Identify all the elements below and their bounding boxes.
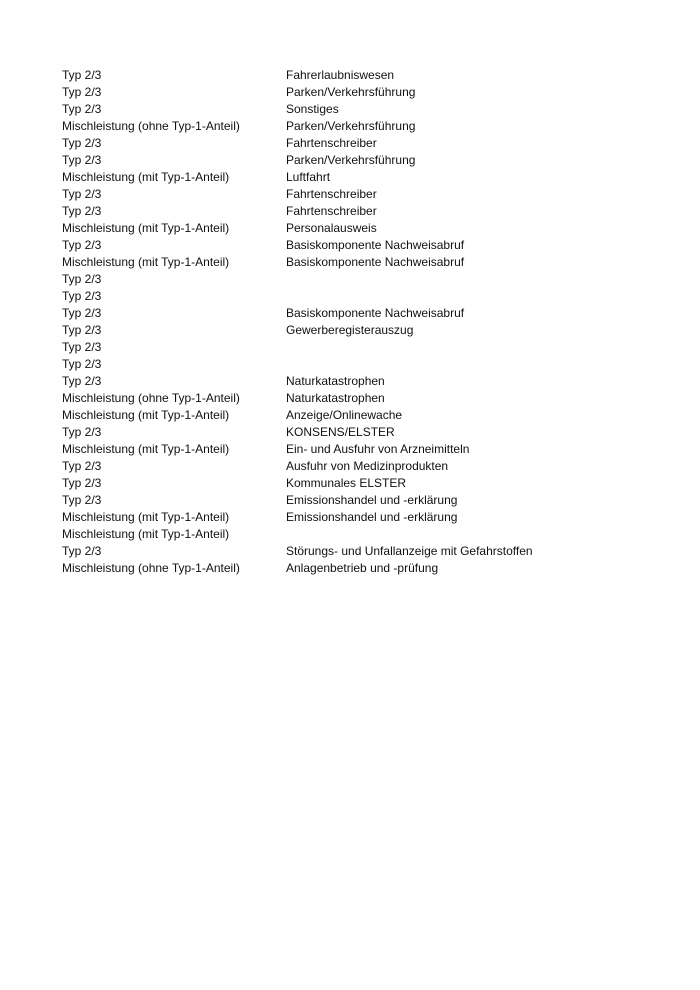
type-cell: Mischleistung (ohne Typ-1-Anteil) — [62, 119, 240, 133]
type-cell: Typ 2/3 — [62, 272, 102, 286]
table-row — [62, 373, 662, 390]
category-cell — [286, 526, 662, 543]
table-row — [62, 526, 662, 543]
category-cell: Ein- und Ausfuhr von Arzneimitteln — [286, 442, 470, 456]
category-cell: Personalausweis — [286, 221, 377, 235]
category-cell: Basiskomponente Nachweisabruf — [286, 238, 465, 252]
table-row — [62, 407, 662, 424]
table-row — [62, 288, 662, 305]
table-row — [62, 441, 662, 458]
category-cell: Emissionshandel und -erklärung — [286, 510, 458, 524]
type-cell: Typ 2/3 — [62, 306, 102, 320]
type-cell: Typ 2/3 — [62, 357, 102, 371]
table-row — [62, 305, 662, 322]
type-cell: Mischleistung (ohne Typ-1-Anteil) — [62, 561, 240, 575]
type-cell: Typ 2/3 — [62, 425, 102, 439]
table-row — [62, 237, 662, 254]
table-row — [62, 475, 662, 492]
table-row — [62, 322, 662, 339]
table-row — [62, 509, 662, 526]
category-cell: Parken/Verkehrsführung — [286, 85, 416, 99]
type-cell: Mischleistung (mit Typ-1-Anteil) — [62, 510, 230, 524]
type-cell: Mischleistung (mit Typ-1-Anteil) — [62, 527, 230, 541]
category-cell: Fahrtenschreiber — [286, 187, 377, 201]
type-cell: Typ 2/3 — [62, 204, 102, 218]
type-cell: Mischleistung (ohne Typ-1-Anteil) — [62, 391, 240, 405]
type-cell: Typ 2/3 — [62, 153, 102, 167]
type-cell: Mischleistung (mit Typ-1-Anteil) — [62, 255, 230, 269]
category-cell: Sonstiges — [286, 102, 339, 116]
category-cell — [286, 288, 662, 305]
table-row — [62, 458, 662, 475]
table-row — [62, 220, 662, 237]
table-row — [62, 492, 662, 509]
type-cell: Typ 2/3 — [62, 340, 102, 354]
category-cell: Gewerberegisterauszug — [286, 323, 414, 337]
category-cell — [286, 271, 662, 288]
table-row — [62, 560, 662, 577]
category-cell — [286, 339, 662, 356]
table-row — [62, 101, 662, 118]
type-cell: Typ 2/3 — [62, 374, 102, 388]
table-row — [62, 271, 662, 288]
type-cell: Typ 2/3 — [62, 476, 102, 490]
table-row — [62, 67, 662, 84]
table-row — [62, 424, 662, 441]
type-cell: Typ 2/3 — [62, 493, 102, 507]
table-row — [62, 84, 662, 101]
type-cell: Typ 2/3 — [62, 544, 102, 558]
type-cell: Typ 2/3 — [62, 85, 102, 99]
table-row — [62, 254, 662, 271]
category-cell: Anzeige/Onlinewache — [286, 408, 403, 422]
category-cell: Störungs- und Unfallanzeige mit Gefahrstoffen — [286, 544, 533, 558]
category-cell: Basiskomponente Nachweisabruf — [286, 255, 465, 269]
table-row — [62, 356, 662, 373]
category-cell: Parken/Verkehrsführung — [286, 153, 416, 167]
table-row — [62, 118, 662, 135]
table-row — [62, 543, 662, 560]
type-cell: Mischleistung (mit Typ-1-Anteil) — [62, 170, 230, 184]
category-cell: Naturkatastrophen — [286, 391, 385, 405]
category-cell: Parken/Verkehrsführung — [286, 119, 416, 133]
category-cell: Kommunales ELSTER — [286, 476, 407, 490]
type-cell: Typ 2/3 — [62, 459, 102, 473]
type-cell: Typ 2/3 — [62, 68, 102, 82]
category-cell: KONSENS/ELSTER — [286, 425, 395, 439]
type-cell: Typ 2/3 — [62, 102, 102, 116]
category-cell: Fahrerlaubniswesen — [286, 68, 395, 82]
type-cell: Typ 2/3 — [62, 323, 102, 337]
type-cell: Mischleistung (mit Typ-1-Anteil) — [62, 221, 230, 235]
table-row — [62, 169, 662, 186]
type-cell: Typ 2/3 — [62, 238, 102, 252]
table-row — [62, 186, 662, 203]
category-cell: Basiskomponente Nachweisabruf — [286, 306, 465, 320]
category-cell: Emissionshandel und -erklärung — [286, 493, 458, 507]
category-cell: Ausfuhr von Medizinprodukten — [286, 459, 449, 473]
type-cell: Typ 2/3 — [62, 136, 102, 150]
table-row — [62, 390, 662, 407]
category-cell: Naturkatastrophen — [286, 374, 385, 388]
table-row — [62, 152, 662, 169]
table-row — [62, 135, 662, 152]
category-cell: Luftfahrt — [286, 170, 331, 184]
table-row — [62, 203, 662, 220]
category-cell: Anlagenbetrieb und -prüfung — [286, 561, 439, 575]
document-table — [62, 67, 662, 577]
category-cell — [286, 356, 662, 373]
type-cell: Typ 2/3 — [62, 187, 102, 201]
category-cell: Fahrtenschreiber — [286, 136, 377, 150]
category-cell: Fahrtenschreiber — [286, 204, 377, 218]
type-cell: Typ 2/3 — [62, 289, 102, 303]
type-cell: Mischleistung (mit Typ-1-Anteil) — [62, 442, 230, 456]
type-cell: Mischleistung (mit Typ-1-Anteil) — [62, 408, 230, 422]
table-row — [62, 339, 662, 356]
